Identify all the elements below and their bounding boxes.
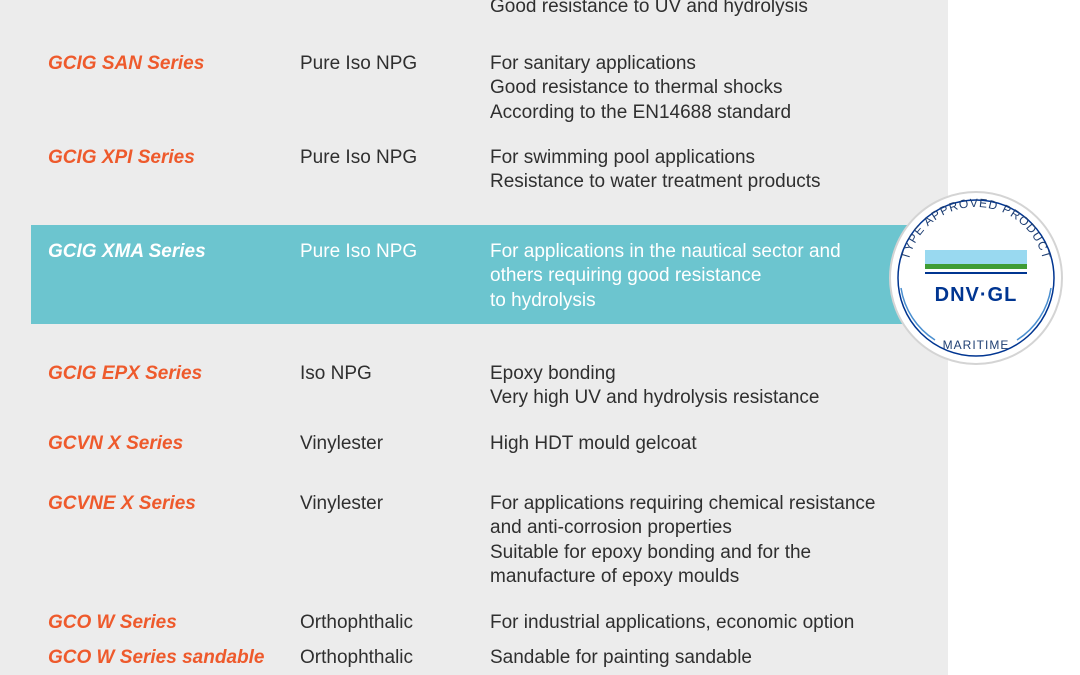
resin-type: Vinylester xyxy=(300,433,384,454)
description-line: Suitable for epoxy bonding and for the xyxy=(490,541,812,563)
series-description xyxy=(490,52,930,125)
description-line: For applications requiring chemical resistance xyxy=(490,493,876,514)
resin-type: Vinylester xyxy=(300,493,384,514)
resin-type: Pure Iso NPG xyxy=(300,241,418,262)
description-line: Sandable for painting sandable xyxy=(490,647,752,668)
table-row-highlighted xyxy=(31,225,948,324)
series-description xyxy=(490,492,930,589)
dnv-gl-approval-badge xyxy=(883,188,1069,368)
resin-type: Iso NPG xyxy=(300,363,372,384)
badge-sector: MARITIME xyxy=(942,338,1010,352)
resin-type: Orthophthalic xyxy=(300,647,414,668)
description-line: According to the EN14688 standard xyxy=(490,101,792,123)
description-line: For applications in the nautical sector and xyxy=(490,241,841,262)
description-line: Very high UV and hydrolysis resistance xyxy=(490,387,820,409)
description-line: Epoxy bonding xyxy=(490,363,616,384)
badge-arc-text: TYPE APPROVED PRODUCT xyxy=(898,195,1054,262)
description-line: For sanitary applications xyxy=(490,53,696,74)
series-name: GCO W Series sandable xyxy=(48,647,265,668)
description-line: For industrial applications, economic option xyxy=(490,612,855,633)
description-line: Good resistance to thermal shocks xyxy=(490,77,783,99)
resin-type: Pure Iso NPG xyxy=(300,147,418,168)
series-name: GCIG XPI Series xyxy=(48,147,195,168)
description-line: manufacture of epoxy moulds xyxy=(490,565,740,587)
resin-type: Orthophthalic xyxy=(300,612,414,633)
description-line: Resistance to water treatment products xyxy=(490,171,821,193)
description-line: and anti-corrosion properties xyxy=(490,517,732,539)
series-description xyxy=(490,240,930,313)
dnv-stripes-icon xyxy=(925,250,1027,274)
series-name: GCIG EPX Series xyxy=(48,363,203,384)
series-description xyxy=(490,611,930,635)
series-name: GCVNE X Series xyxy=(48,493,196,514)
series-description xyxy=(490,146,930,195)
series-name: GCVN X Series xyxy=(48,433,184,454)
resin-type: Pure Iso NPG xyxy=(300,53,418,74)
description-line: others requiring good resistance xyxy=(490,265,762,287)
series-description xyxy=(490,362,930,411)
badge-brand: DNV·GL xyxy=(934,284,1018,306)
series-description xyxy=(490,0,930,19)
series-description xyxy=(490,646,930,670)
series-name: GCIG XMA Series xyxy=(48,241,206,262)
description-line: High HDT mould gelcoat xyxy=(490,433,697,454)
series-description xyxy=(490,432,930,456)
series-name: GCO W Series xyxy=(48,612,177,633)
description-line: Good resistance to UV and hydrolysis xyxy=(490,0,808,17)
description-line: to hydrolysis xyxy=(490,289,596,311)
series-name: GCIG SAN Series xyxy=(48,53,205,74)
description-line: For swimming pool applications xyxy=(490,147,756,168)
